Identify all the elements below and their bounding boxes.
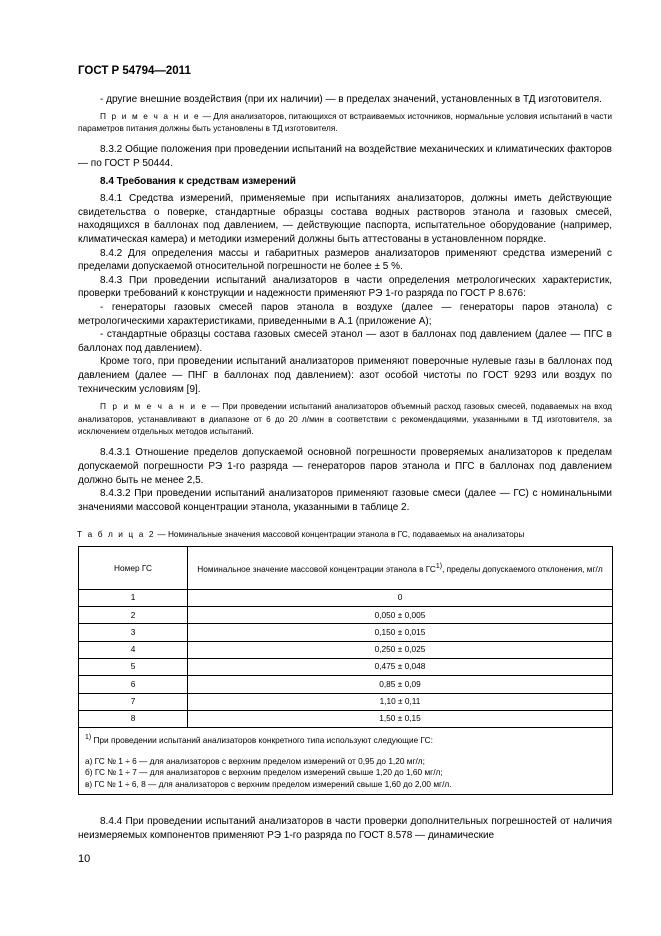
cell-gs-number: 5	[79, 659, 188, 676]
note-text: — Для анализаторов, питающихся от встраиваемых источников, нормальные условия испытаний в части параметров питания должны быть установлены в ТД изготовителя.	[78, 110, 612, 133]
page-number: 10	[78, 853, 91, 865]
footnote-item-a: а) ГС № 1 ÷ 6 — для анализаторов с верхним пределом измерений от 0,95 до 1,20 мг/л;	[85, 755, 425, 766]
paragraph-8-4-3-1: 8.4.3.1 Отношение пределов допускаемой основной погрешности проверяемых анализаторов к пределам допускаемой погрешности РЭ 1-го разряда — генераторов паров этанола и ПГС в баллонах под давлением должно быть не менее 2,5.	[78, 447, 612, 486]
table-row	[79, 676, 613, 693]
table-row	[79, 659, 613, 676]
note-label: П р и м е ч а н и е	[100, 401, 208, 412]
cell-concentration: 0,050 ± 0,005	[188, 607, 613, 624]
cell-concentration: 1,10 ± 0,11	[188, 693, 613, 710]
table-caption-text: — Номинальные значения массовой концентрации этанола в ГС, подаваемых на анализаторы	[155, 529, 525, 540]
footnote-item-c: в) ГС № 1 ÷ 6, 8 — для анализаторов с верхним пределом измерений свыше 1,60 до 2,00 мг/л.	[85, 778, 452, 789]
footnote-item-b: б) ГС № 1 ÷ 7 — для анализаторов с верхним пределом измерений свыше 1,20 до 1,60 мг/л;	[85, 767, 443, 778]
paragraph-8-4-2: 8.4.2 Для определения массы и габаритных размеров анализаторов применяют средства измерений с пределами допускаемой относительной погрешности не более ± 5 %.	[78, 247, 612, 273]
cell-concentration: 0,475 ± 0,048	[188, 659, 613, 676]
paragraph-8-4-4: 8.4.4 При проведении испытаний анализаторов в части проверки дополнительных погрешностей от наличия неизмеряемых компонентов применяют РЭ 1-го разряда по ГОСТ 8.578 — динамические	[78, 816, 612, 841]
paragraph-8-4-3: 8.4.3 При проведении испытаний анализаторов в части определения метрологических характеристик, проверки требований к конструкции и надежности применяют РЭ 1-го разряда по ГОСТ Р 8.676:	[78, 274, 612, 300]
cell-concentration: 0,150 ± 0,015	[188, 624, 613, 641]
table-header-row	[79, 546, 613, 589]
cell-concentration: 0	[188, 589, 613, 606]
cell-concentration: 0,85 ± 0,09	[188, 676, 613, 693]
column-header-concentration: Номинальное значение массовой концентрации этанола в ГС$^{1)}$, пределы допускаемого отклонения, мг/л	[188, 546, 613, 589]
list-item-standard-samples: - стандартные образцы состава газовых смесей этанол — азот в баллонах под давлением (далее — ПГС в баллонах под давлением).	[78, 329, 612, 354]
paragraph-8-4-3-2: 8.4.3.2 При проведении испытаний анализаторов применяют газовые смеси (далее — ГС) с номинальными значениями массовой концентрации этанола, указанными в таблице 2.	[78, 488, 612, 513]
table-row	[79, 624, 613, 641]
cell-gs-number: 6	[79, 676, 188, 693]
note-text: — При проведении испытаний анализаторов объемный расход газовых смесей, подаваемых на вход анализаторов, устанавливают в диапазоне от 6 до 20 л/мин в соответствии с рекомендациями, указанными в ТД изготовителя, за исключением отдельных методов испытаний.	[78, 401, 612, 436]
note-power-supply	[78, 110, 612, 135]
table-row	[79, 607, 613, 624]
document-header: ГОСТ Р 54794—2011	[78, 65, 191, 77]
cell-gs-number: 1	[79, 589, 188, 606]
paragraph-8-3-2: 8.3.2 Общие положения при проведении испытаний на воздействие механических и климатических факторов — по ГОСТ Р 50444.	[78, 144, 612, 169]
cell-concentration: 0,250 ± 0,025	[188, 641, 613, 658]
cell-gs-number: 8	[79, 710, 188, 727]
table-caption-label: Т а б л и ц а 2	[77, 529, 156, 540]
table-row	[79, 693, 613, 710]
table-footnote	[79, 728, 613, 795]
footnote-marker: 1)	[85, 734, 92, 742]
gas-mixtures-table	[78, 546, 613, 795]
footnote-intro: $^{1)}$ При проведении испытаний анализаторов конкретного типа используют следующие ГС:	[85, 734, 433, 746]
table-footnote-row	[79, 728, 613, 795]
cell-gs-number: 4	[79, 641, 188, 658]
table-row	[79, 589, 613, 606]
paragraph-other-influences: - другие внешние воздействия (при их наличии) — в пределах значений, установленных в ТД изготовителя.	[100, 94, 602, 105]
note-label: П р и м е ч а н и е	[100, 110, 201, 121]
cell-gs-number: 7	[79, 693, 188, 710]
list-item-generators: - генераторы газовых смесей паров этанола в воздухе (далее — генераторы паров этанола) с метрологическими характеристиками, приведенными в А.1 (приложение А);	[78, 301, 612, 327]
page-content	[78, 93, 612, 842]
cell-gs-number: 3	[79, 624, 188, 641]
table-caption	[77, 528, 612, 542]
footnote-ref: 1)	[435, 562, 443, 570]
column-header-gs-number: Номер ГС	[79, 546, 188, 589]
table-row	[79, 710, 613, 727]
table-row	[79, 641, 613, 658]
cell-gs-number: 2	[79, 607, 188, 624]
paragraph-zero-gases: Кроме того, при проведении испытаний анализаторов применяют поверочные нулевые газы в баллонах под давлением (далее — ПНГ в баллонах под давлением): азот особой чистоты по ГОСТ 9293 или воздух по техническим условиям [9].	[78, 356, 612, 395]
cell-concentration: 1,50 ± 0,15	[188, 710, 613, 727]
section-heading-8-4: 8.4 Требования к средствам измерений	[100, 175, 296, 187]
note-flow-rate	[78, 400, 612, 437]
paragraph-8-4-1: 8.4.1 Средства измерений, применяемые при испытаниях анализаторов, должны иметь действующие свидетельства о поверке, стандартные образцы состава водных растворов этанола и газовых смесей, находящихся в баллонах под давлением, — действующие паспорта, испытательное оборудование (например, климатическая камера) и методики измерений должны быть аттестованы в установленном порядке.	[78, 193, 612, 245]
